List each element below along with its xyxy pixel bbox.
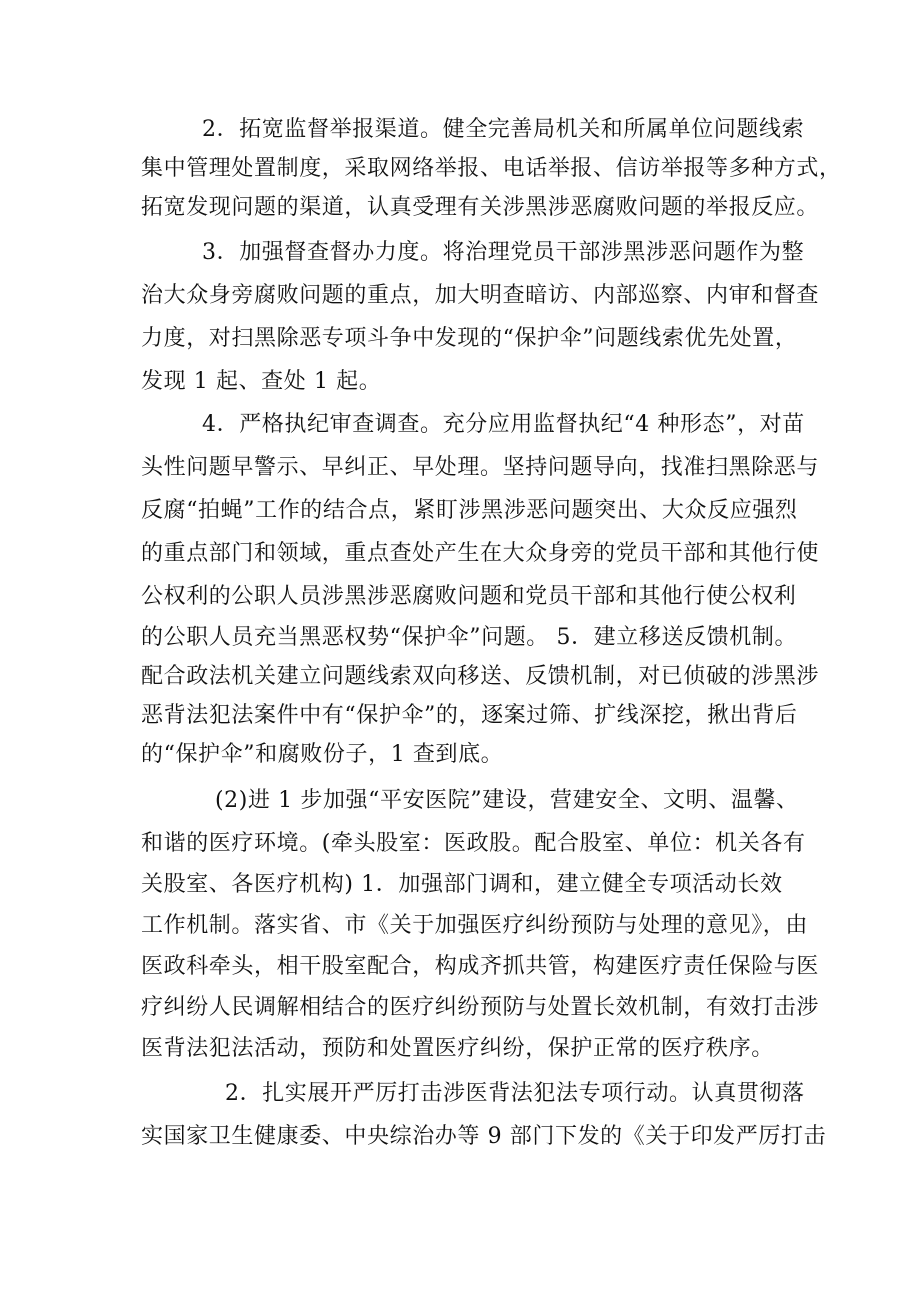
text-line: 集中管理处置制度，采取网络举报、电话举报、信访举报等多种方式， <box>141 156 842 181</box>
text-line: 恶背法犯法案件中有“保护伞”的，逐案过筛、扩线深挖，揪出背后 <box>141 703 798 728</box>
text-line: 3．加强督查督办力度。将治理党员干部涉黑涉恶问题作为整 <box>202 240 805 265</box>
text-line: 发现 1 起、查处 1 起。 <box>141 369 382 394</box>
text-line: 和谐的医疗环境。(牵头股室：医政股。配合股室、单位：机关各有 <box>141 831 806 856</box>
text-line: 反腐“拍蝇”工作的结合点，紧盯涉黑涉恶问题突出、大众反应强烈 <box>141 498 798 523</box>
text-line: 2．扎实展开严厉打击涉医背法犯法专项行动。认真贯彻落 <box>225 1081 805 1106</box>
text-line: 的重点部门和领域，重点查处产生在大众身旁的党员干部和其他行使 <box>141 541 820 566</box>
text-line: 头性问题早警示、早纠正、早处理。坚持问题导向，找准扫黑除恶与 <box>141 455 820 480</box>
text-line: 疗纠纷人民调解相结合的医疗纠纷预防与处置长效机制，有效打击涉 <box>141 995 820 1020</box>
text-line: 配合政法机关建立问题线索双向移送、反馈机制，对已侦破的涉黑涉 <box>141 664 820 689</box>
text-line: 医政科牵头，相干股室配合，构成齐抓共管，构建医疗责任保险与医 <box>141 954 820 979</box>
text-line: (2)进 1 步加强“平安医院”建设，营建安全、文明、温馨、 <box>215 788 799 813</box>
text-line: 医背法犯法活动，预防和处置医疗纠纷，保护正常的医疗秩序。 <box>141 1036 774 1061</box>
text-line: 的公职人员充当黑恶权势“保护伞”问题。 5．建立移送反馈机制。 <box>141 625 798 650</box>
text-line: 实国家卫生健康委、中央综治办等 9 部门下发的《关于印发严厉打击 <box>141 1124 827 1149</box>
text-line: 关股室、各医疗机构) 1．加强部门调和，建立健全专项活动长效 <box>141 872 783 897</box>
text-line: 治大众身旁腐败问题的重点，加大明查暗访、内部巡察、内审和督查 <box>141 283 820 308</box>
text-line: 公权利的公职人员涉黑涉恶腐败问题和党员干部和其他行使公权利 <box>141 584 797 609</box>
text-line: 2．拓宽监督举报渠道。健全完善局机关和所属单位问题线索 <box>202 117 805 142</box>
text-line: 力度，对扫黑除恶专项斗争中发现的“保护伞”问题线索优先处置， <box>141 326 798 351</box>
text-line: 拓宽发现问题的渠道，认真受理有关涉黑涉恶腐败问题的举报反应。 <box>141 195 820 220</box>
text-line: 工作机制。落实省、市《关于加强医疗纠纷预防与处理的意见》，由 <box>141 913 809 938</box>
text-line: 的“保护伞”和腐败份子，1 查到底。 <box>141 742 504 767</box>
text-line: 4．严格执纪审查调查。充分应用监督执纪“4 种形态”，对苗 <box>202 412 805 437</box>
